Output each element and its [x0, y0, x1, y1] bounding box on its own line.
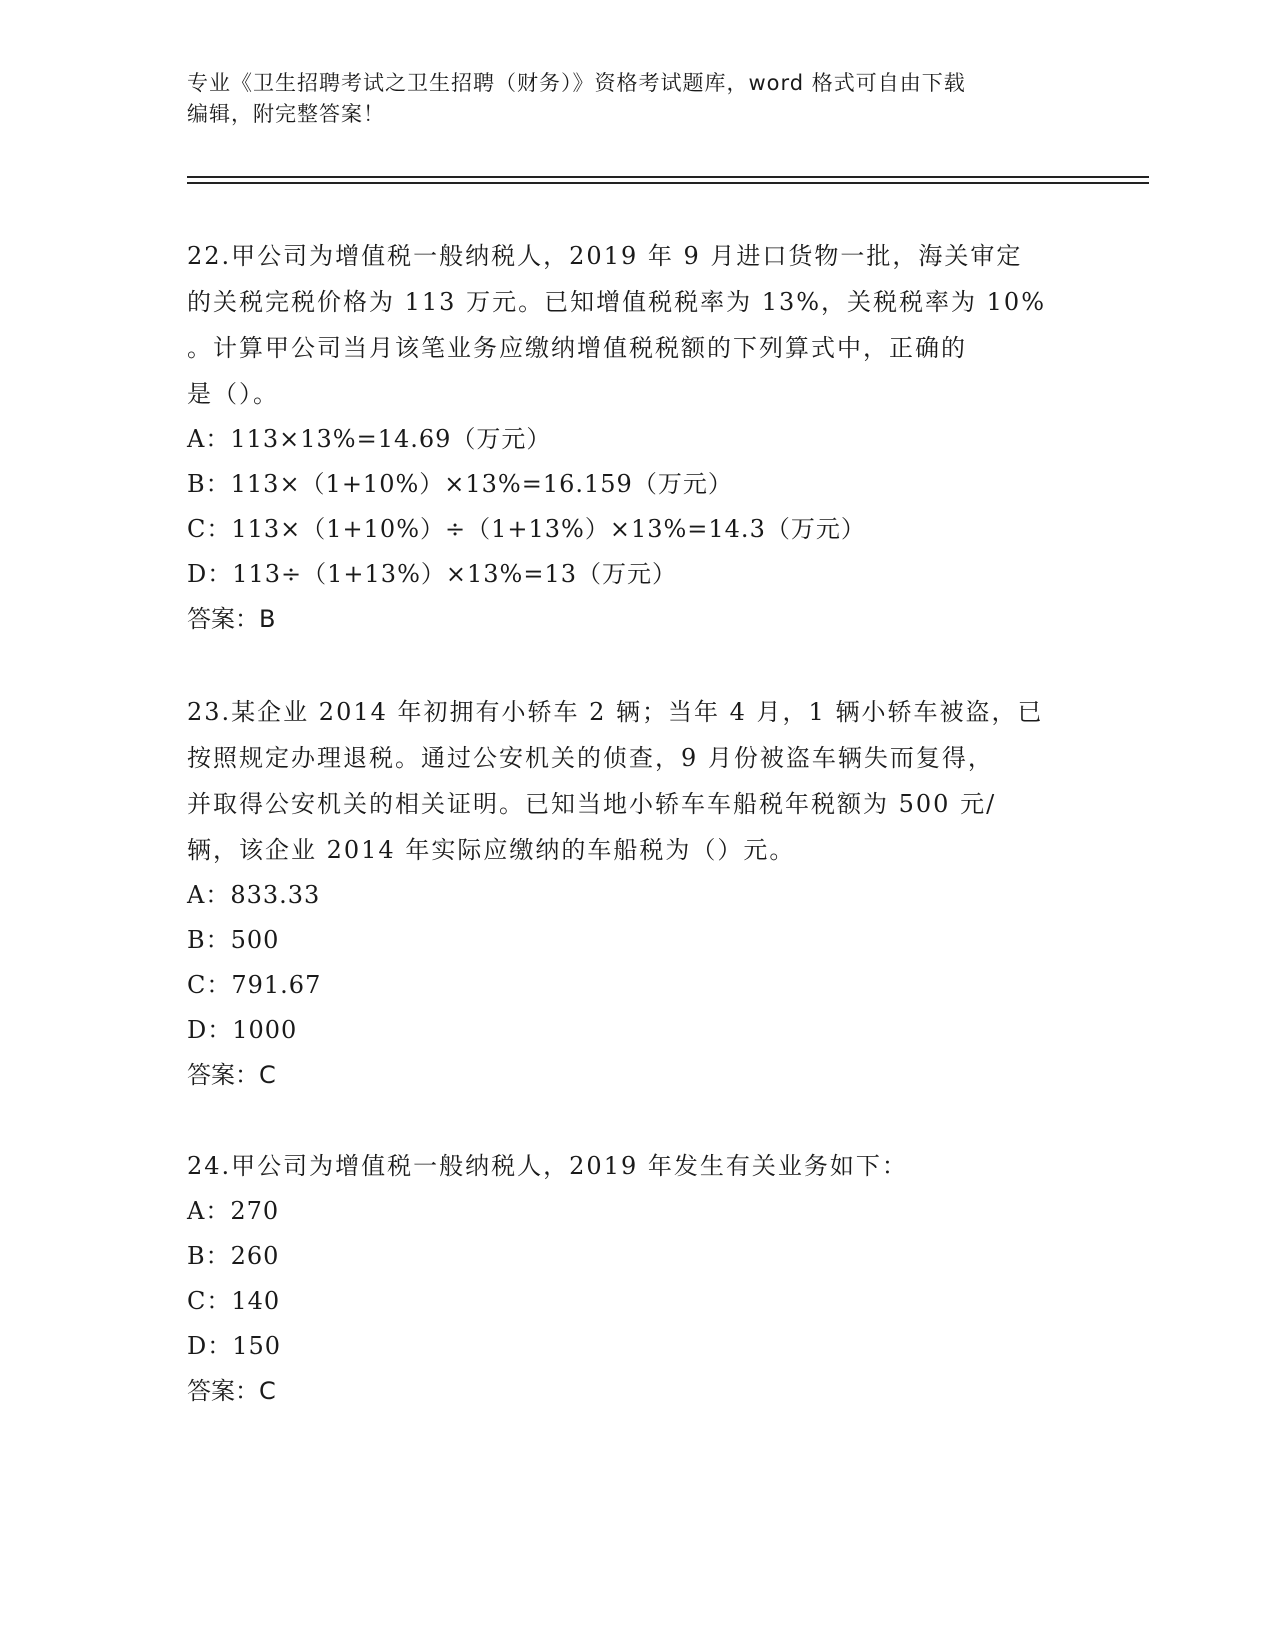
stem-line: 。计算甲公司当月该笔业务应缴纳增值税税额的下列算式中，正确的 — [187, 334, 967, 362]
option-c: C：140 — [187, 1287, 281, 1315]
stem-line: 按照规定办理退税。通过公安机关的侦查，9 月份被盗车辆失而复得， — [187, 744, 994, 772]
question-stem — [187, 689, 1087, 873]
option-c: C：113×（1+10%）÷（1+13%）×13%=14.3（万元） — [187, 515, 866, 543]
header-divider-top — [187, 176, 1149, 178]
document-header — [187, 68, 1087, 130]
stem-line: 24.甲公司为增值税一般纳税人，2019 年发生有关业务如下： — [187, 1152, 908, 1180]
option-c: C：791.67 — [187, 971, 322, 999]
question-23 — [187, 689, 1087, 1098]
option-b: B：113×（1+10%）×13%=16.159（万元） — [187, 470, 733, 498]
header-line-1: 专业《卫生招聘考试之卫生招聘（财务）》资格考试题库，word 格式可自由下载 — [187, 71, 966, 95]
stem-line: 并取得公安机关的相关证明。已知当地小轿车车船税年税额为 500 元/ — [187, 790, 997, 818]
question-stem — [187, 233, 1087, 417]
stem-line: 辆，该企业 2014 年实际应缴纳的车船税为（）元。 — [187, 836, 796, 864]
option-d: D：1000 — [187, 1016, 298, 1044]
answer-label: 答案：C — [187, 1377, 276, 1405]
question-24 — [187, 1143, 1087, 1414]
stem-line: 是（）。 — [187, 380, 279, 408]
stem-line: 23.某企业 2014 年初拥有小轿车 2 辆；当年 4 月，1 辆小轿车被盗，已 — [187, 698, 1044, 726]
option-b: B：260 — [187, 1242, 280, 1270]
header-line-2: 编辑，附完整答案！ — [187, 102, 385, 126]
stem-line: 22.甲公司为增值税一般纳税人，2019 年 9 月进口货物一批，海关审定 — [187, 242, 1023, 270]
option-b: B：500 — [187, 926, 280, 954]
answer-label: 答案：B — [187, 605, 276, 633]
option-a: A：270 — [187, 1197, 280, 1225]
answer-label: 答案：C — [187, 1061, 276, 1089]
stem-line: 的关税完税价格为 113 万元。已知增值税税率为 13%，关税税率为 10% — [187, 288, 1047, 316]
question-stem — [187, 1143, 1087, 1189]
option-a: A：833.33 — [187, 881, 321, 909]
header-divider-bottom — [187, 182, 1149, 184]
question-22 — [187, 233, 1087, 642]
option-d: D：113÷（1+13%）×13%=13（万元） — [187, 560, 677, 588]
option-a: A：113×13%=14.69（万元） — [187, 425, 552, 453]
option-d: D：150 — [187, 1332, 282, 1360]
